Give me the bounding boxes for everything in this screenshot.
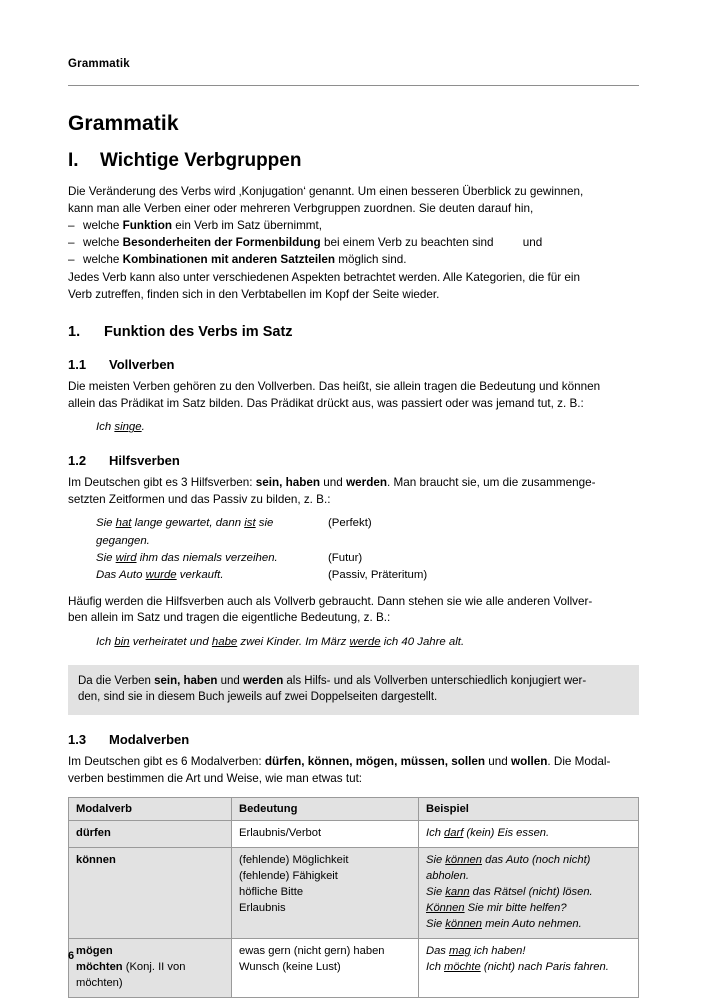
cell-verb: [69, 938, 232, 997]
ex-b: (nicht) nach Paris fahren.: [480, 960, 609, 973]
header-divider: [68, 85, 639, 86]
ex-u: können: [445, 917, 482, 930]
callout-bold-1: sein, haben: [154, 674, 218, 687]
bullet-post: ein Verb im Satz übernimmt,: [171, 219, 323, 233]
example-underlined: singe: [114, 421, 142, 434]
cell-example: [419, 848, 639, 939]
subsubsection-number: 1.3: [68, 731, 87, 747]
ex-part-a: Das Auto: [96, 569, 146, 582]
callout-pre: Da die Verben: [78, 674, 155, 687]
ex-underline-1: hat: [115, 517, 132, 530]
vollverben-example: [96, 419, 639, 436]
ex-part-b: verkauft.: [176, 569, 224, 582]
ex2-part-d: ich 40 Jahre alt.: [380, 636, 465, 649]
bullet-bold: Funktion: [122, 219, 172, 233]
modal-bold-1: dürfen, können, mögen, müssen, sollen: [264, 754, 486, 768]
running-head: Grammatik: [68, 58, 130, 70]
modalverben-table: [68, 797, 639, 997]
hilfsverben-example-table: [96, 515, 639, 584]
ex-u: darf: [444, 827, 464, 840]
example-line: [426, 917, 631, 933]
ex-b: das Auto (noch nicht) abholen.: [426, 854, 591, 883]
cell-verb: können: [69, 848, 232, 939]
subsubsection-heading-1-3: [68, 732, 639, 747]
subsection-title: Funktion des Verbs im Satz: [104, 323, 293, 340]
cell-example: [419, 938, 639, 997]
ex-a: Sie: [426, 917, 446, 930]
bullet-pre: welche: [83, 219, 123, 233]
ex-a: Ich: [426, 960, 445, 973]
verb-extra: möchten: [76, 960, 123, 973]
subsubsection-title: Hilfsverben: [109, 452, 180, 468]
callout-bold-2: werden: [242, 674, 284, 687]
bullet-post: möglich sind.: [335, 253, 407, 267]
hilfsverben-line-2: setzten Zeitformen und das Passiv zu bilden, z. B.:: [68, 492, 331, 506]
ex-underline-1: wird: [115, 551, 137, 564]
ex-b: ich haben!: [470, 944, 526, 957]
column-header-beispiel: Beispiel: [419, 798, 639, 821]
modal-post: . Die Modal-: [547, 754, 611, 768]
list-item: [68, 218, 639, 235]
info-callout: [68, 665, 639, 715]
example-tense-label: (Futur): [328, 551, 363, 564]
example-line: [426, 885, 631, 901]
verb-line-1: mögen: [76, 944, 113, 957]
table-row: [69, 848, 639, 939]
list-item: [68, 252, 639, 269]
list-item: [68, 235, 639, 252]
meaning-line: (fehlende) Möglichkeit: [239, 854, 349, 867]
ex-a: Das: [426, 944, 450, 957]
ex2-part-a: Ich: [96, 636, 115, 649]
example-line: [426, 826, 631, 842]
ex2-underline-2: habe: [211, 636, 238, 649]
ex-u: möchte: [444, 960, 481, 973]
hilfsverben-paragraph-2: [68, 594, 639, 627]
ex-b: mein Auto nehmen.: [482, 917, 582, 930]
ex-part-a: Sie: [96, 517, 116, 530]
ex-part-b: ihm das niemals verzeihen.: [136, 551, 278, 564]
example-row: [96, 550, 639, 567]
column-header-bedeutung: Bedeutung: [232, 798, 419, 821]
callout-post: als Hilfs- und als Vollverben unterschiedlich konjugiert wer-: [283, 674, 587, 687]
list-item-text: [83, 252, 639, 269]
bullet-bold: Kombinationen mit anderen Satzteilen: [122, 253, 335, 267]
vollverben-line-2: allein das Prädikat im Satz bilden. Das Prädikat drückt aus, was passiert oder was jemand tut, z. B.:: [68, 396, 584, 410]
subsubsection-number: 1.1: [68, 356, 87, 372]
page-number: 6: [68, 950, 75, 962]
dash-icon: –: [68, 236, 75, 250]
ex-b: (kein) Eis essen.: [463, 827, 550, 840]
table-row: [69, 938, 639, 997]
meaning-line: ewas gern (nicht gern) haben: [239, 944, 385, 957]
example-line: [426, 960, 631, 976]
example-post: .: [141, 421, 145, 434]
ex-u: Können: [426, 902, 465, 915]
subsubsection-heading-1-1: [68, 357, 639, 372]
cell-example: [419, 821, 639, 848]
bullet-post: bei einem Verb zu beachten sind: [320, 236, 494, 250]
intro-line-1: Die Veränderung des Verbs wird ‚Konjugation‘ genannt. Um einen besseren Überblick zu gewinnen,: [68, 185, 584, 198]
example-row: [96, 515, 639, 550]
modal-line-2: verben bestimmen die Art und Weise, wie man etwas tut:: [68, 771, 363, 785]
modal-pre: Im Deutschen gibt es 6 Modalverben:: [68, 754, 265, 768]
example-sentence: [96, 550, 328, 567]
ex-a: Sie: [426, 886, 446, 899]
intro-bullet-list: [68, 218, 639, 269]
bullet-pre: welche: [83, 253, 123, 267]
example-sentence: [96, 515, 328, 550]
ex-underline-2: ist: [244, 517, 256, 530]
column-header-modalverb: Modalverb: [69, 798, 232, 821]
section-heading: [68, 150, 639, 172]
cell-meaning: [232, 938, 419, 997]
bullet-tail: und: [493, 236, 543, 250]
example-tense-label: (Perfekt): [328, 517, 372, 530]
hilfsverben-post: . Man braucht sie, um die zusammenge-: [386, 475, 596, 489]
cell-meaning: [232, 848, 419, 939]
intro-paragraph-2: [68, 270, 639, 303]
bullet-bold: Besonderheiten der Formenbildung: [122, 236, 321, 250]
bullet-pre: welche: [83, 236, 123, 250]
hilfsverben-mid: und: [320, 475, 347, 489]
example-line: [426, 901, 631, 917]
ex-underline-1: wurde: [145, 569, 177, 582]
modal-bold-2: wollen: [511, 754, 548, 768]
subsubsection-number: 1.2: [68, 452, 87, 468]
hilfsverben-paragraph: [68, 475, 639, 508]
modalverben-paragraph: [68, 754, 639, 787]
verb-line-2: [76, 960, 224, 992]
verb-extra-note: (Konj. II von möchten): [76, 960, 186, 989]
hilfsverben-bold-1: sein, haben: [255, 475, 321, 489]
ex-part-a: Sie: [96, 551, 116, 564]
hilfsverben2-line-2: ben allein im Satz und tragen die eigentliche Bedeutung, z. B.:: [68, 611, 391, 625]
vollverben-paragraph: [68, 379, 639, 412]
subsection-heading-1: [68, 324, 639, 340]
hilfsverben2-line-1: Häufig werden die Hilfsverben auch als Vollverb gebraucht. Dann stehen sie wie alle anderen Vollver-: [68, 594, 593, 608]
intro-paragraph: [68, 184, 639, 217]
ex2-underline-1: bin: [114, 636, 130, 649]
meaning-line: Erlaubnis/Verbot: [239, 827, 322, 840]
example-line: [426, 853, 631, 885]
example-sentence: [96, 567, 328, 584]
table-row: [69, 821, 639, 848]
dash-icon: –: [68, 219, 75, 233]
subsubsection-title: Vollverben: [109, 356, 175, 372]
callout-mid: und: [217, 674, 243, 687]
ex-b: das Rätsel (nicht) lösen.: [469, 886, 593, 899]
ex-u: kann: [445, 886, 470, 899]
hilfsverben-example-2: [96, 634, 639, 651]
cell-verb: dürfen: [69, 821, 232, 848]
callout-line-2: den, sind sie in diesem Buch jeweils auf zwei Doppelseiten dargestellt.: [78, 691, 438, 704]
dash-icon: –: [68, 253, 75, 267]
subsection-number: 1.: [68, 323, 81, 340]
subsubsection-title: Modalverben: [109, 731, 190, 747]
list-item-text: [83, 235, 639, 252]
intro2-line-2: Verb zutreffen, finden sich in den Verbtabellen im Kopf der Seite wieder.: [68, 288, 440, 302]
meaning-line: (fehlende) Fähigkeit: [239, 870, 338, 883]
vollverben-line-1: Die meisten Verben gehören zu den Vollverben. Das heißt, sie allein tragen die Bedeutung und können: [68, 379, 601, 393]
section-title: Wichtige Verbgruppen: [100, 150, 302, 171]
ex-a: Sie: [426, 854, 446, 867]
hilfsverben-pre: Im Deutschen gibt es 3 Hilfsverben:: [68, 475, 256, 489]
example-tense-label: (Passiv, Präteritum): [328, 569, 428, 582]
example-pre: Ich: [96, 421, 115, 434]
example-row: [96, 567, 639, 584]
ex2-part-c: zwei Kinder. Im März: [237, 636, 350, 649]
cell-meaning: [232, 821, 419, 848]
ex-u: können: [445, 854, 482, 867]
intro2-line-1: Jedes Verb kann also unter verschiedenen Aspekten betrachtet werden. Alle Kategorien, die für ein: [68, 271, 580, 285]
ex-a: Ich: [426, 827, 445, 840]
table-header-row: [69, 798, 639, 821]
list-item-text: [83, 218, 639, 235]
modal-mid: und: [485, 754, 512, 768]
intro-line-2: kann man alle Verben einer oder mehreren Verbgruppen zuordnen. Sie deuten darauf hin,: [68, 201, 534, 215]
subsubsection-heading-1-2: [68, 453, 639, 468]
ex-part-b: lange gewartet, dann: [131, 517, 245, 530]
meaning-line: Wunsch (keine Lust): [239, 960, 341, 973]
ex-u: mag: [449, 944, 471, 957]
hilfsverben-bold-2: werden: [346, 475, 387, 489]
ex-part-c: sie gegangen.: [96, 517, 274, 547]
chapter-title: Grammatik: [68, 112, 179, 135]
section-number: I.: [68, 150, 79, 171]
ex-b: Sie mir bitte helfen?: [464, 902, 567, 915]
meaning-line: Erlaubnis: [239, 902, 286, 915]
ex2-underline-3: werde: [349, 636, 381, 649]
ex2-part-b: verheiratet und: [129, 636, 212, 649]
meaning-line: höfliche Bitte: [239, 886, 304, 899]
example-line: [426, 944, 631, 960]
